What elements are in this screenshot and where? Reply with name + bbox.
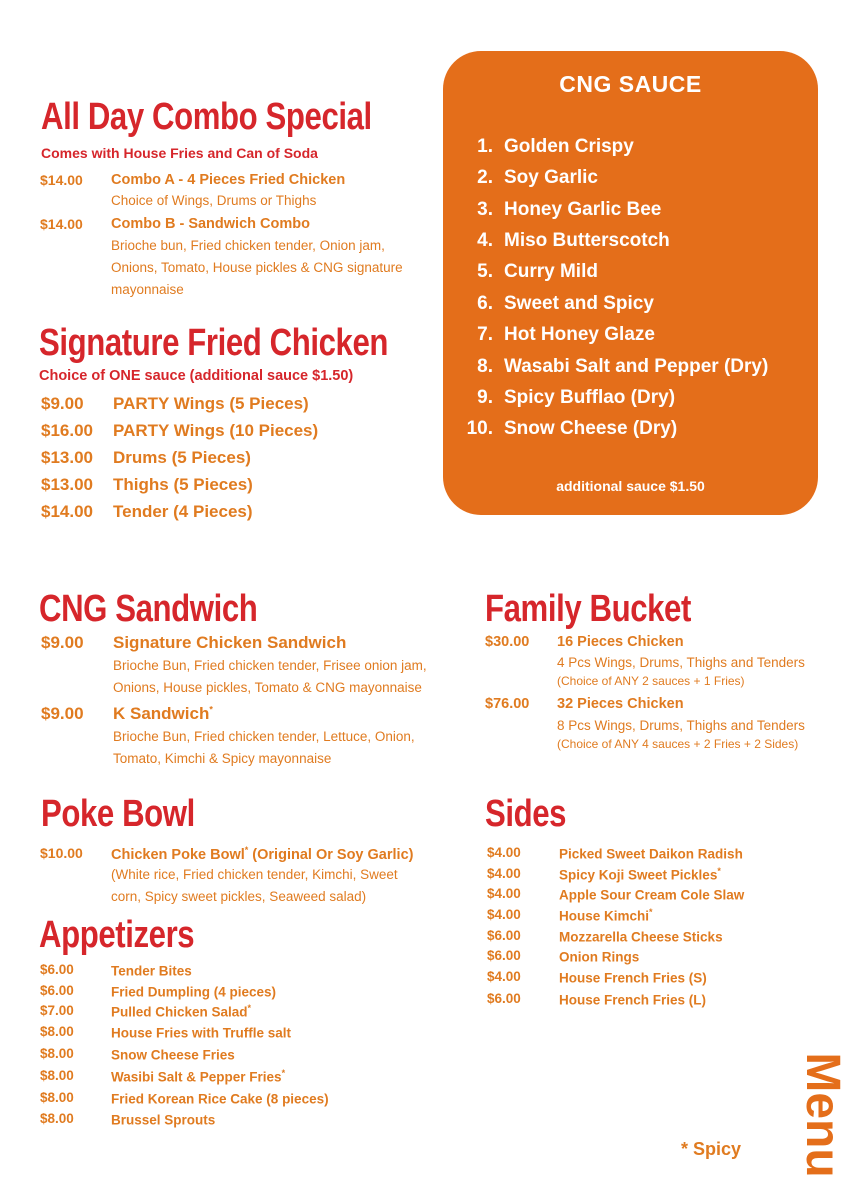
sandwich-title: CNG Sandwich <box>39 588 258 630</box>
item-name: Combo A - 4 Pieces Fried Chicken <box>111 172 346 188</box>
item-description: 8 Pcs Wings, Drums, Thighs and Tenders (Choice of ANY 4 sauces + 2 Fries + 2 Sides) <box>557 718 805 751</box>
item-description: Brioche Bun, Fried chicken tender, Lettuce, Onion, Tomato, Kimchi & Spicy mayonnaise <box>113 729 415 766</box>
item-name: Signature Chicken Sandwich <box>113 633 347 652</box>
item-price: $14.00 <box>41 502 93 521</box>
poke-title: Poke Bowl <box>41 793 195 835</box>
item-description: (White rice, Fried chicken tender, Kimchi, Sweet corn, Spicy sweet pickles, Seaweed salad) <box>111 867 398 904</box>
item-price: $14.00 <box>40 172 83 188</box>
item-description: Brioche bun, Fried chicken tender, Onion jam, Onions, Tomato, House pickles & CNG signature mayonnaise <box>111 238 403 297</box>
appetizers-title: Appetizers <box>39 914 195 956</box>
combo-subtitle: Comes with House Fries and Can of Soda <box>41 145 318 161</box>
item-price: $16.00 <box>41 421 93 440</box>
bucket-title: Family Bucket <box>485 588 691 630</box>
sauce-note: additional sauce $1.50 <box>556 478 705 494</box>
item-description: Brioche Bun, Fried chicken tender, Frisee onion jam, Onions, House pickles, Tomato & CNG mayonnaise <box>113 658 427 695</box>
item-description: Choice of Wings, Drums or Thighs <box>111 193 317 208</box>
item-name: Drums (5 Pieces) <box>113 448 251 467</box>
item-name: 16 Pieces Chicken <box>557 634 684 650</box>
item-name: Tender (4 Pieces) <box>113 502 253 521</box>
item-name: Thighs (5 Pieces) <box>113 475 253 494</box>
item-price: $13.00 <box>41 448 93 467</box>
item-price: $76.00 <box>485 696 530 712</box>
menu-vertical-label: Menu <box>796 1052 849 1178</box>
sauce-panel: CNG SAUCE 1. Golden Crispy 2. Soy Garlic 3. Honey Garlic Bee 4. Miso Butterscotch 5. Curry Mild 6. Sweet and Spicy 7. Hot Honey Glaze 8. Wasabi Salt and Pepper (Dry) 9. Spicy Bufflao (Dry) 10. Snow Cheese (Dry) additional sauce $1.50 <box>443 51 818 515</box>
item-name: 32 Pieces Chicken <box>557 696 684 712</box>
signature-subtitle: Choice of ONE sauce (additional sauce $1.50) <box>39 368 354 384</box>
item-price: $9.00 <box>41 704 84 723</box>
spicy-legend: * Spicy <box>681 1139 742 1159</box>
item-price: $14.00 <box>40 216 83 232</box>
item-name: Chicken Poke Bowl* (Original Or Soy Garlic) <box>111 845 414 863</box>
item-price: $9.00 <box>41 394 84 413</box>
signature-title: Signature Fried Chicken <box>39 322 388 364</box>
item-price: $9.00 <box>41 633 84 652</box>
item-name: PARTY Wings (5 Pieces) <box>113 394 309 413</box>
item-description: 4 Pcs Wings, Drums, Thighs and Tenders (Choice of ANY 2 sauces + 1 Fries) <box>557 655 805 688</box>
item-name: Combo B - Sandwich Combo <box>111 216 310 232</box>
combo-title: All Day Combo Special <box>41 96 372 138</box>
item-name: K Sandwich* <box>113 704 213 723</box>
item-name: PARTY Wings (10 Pieces) <box>113 421 319 440</box>
sides-title: Sides <box>485 793 567 835</box>
item-price: $13.00 <box>41 475 93 494</box>
sauce-title: CNG SAUCE <box>559 71 702 97</box>
item-price: $10.00 <box>40 845 83 861</box>
item-price: $30.00 <box>485 634 530 650</box>
